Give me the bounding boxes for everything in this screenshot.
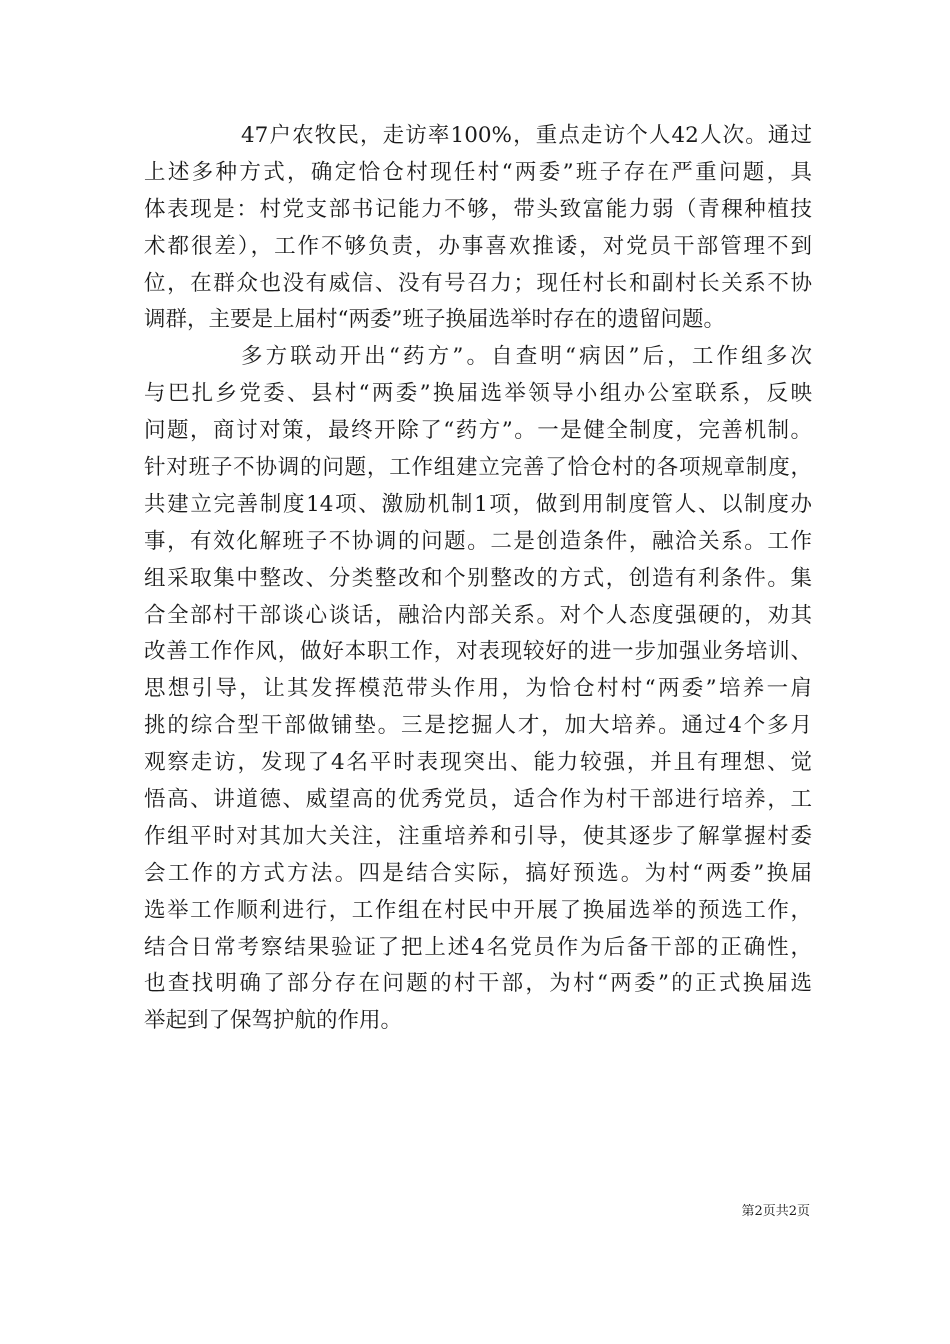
text-line: 作组平时对其加大关注，注重培养和引导，使其逐步了解掌握村委 [144, 823, 812, 849]
text-line: 组采取集中整改、分类整改和个别整改的方式，创造有利条件。集 [144, 565, 812, 591]
text-line: 问题，商讨对策，最终开除了“药方”。一是健全制度，完善机制。 [144, 418, 812, 444]
text-line: 上述多种方式，确定恰仓村现任村“两委”班子存在严重问题，具 [144, 159, 812, 185]
text-line: 47户农牧民，走访率100%，重点走访个人42人次。通过 [241, 123, 812, 148]
text-line: 术都很差），工作不够负责，办事喜欢推诿，对党员干部管理不到 [144, 233, 812, 259]
text-line: 举起到了保驾护航的作用。 [144, 1008, 403, 1034]
text-line: 思想引导，让其发挥模范带头作用，为恰仓村村“两委”培养一肩 [144, 676, 812, 702]
text-line: 事，有效化解班子不协调的问题。二是创造条件，融洽关系。工作 [144, 528, 812, 554]
text-line: 与巴扎乡党委、县村“两委”换届选举领导小组办公室联系，反映 [144, 381, 812, 407]
document-body [144, 118, 812, 1040]
text-line: 会工作的方式方法。四是结合实际，搞好预选。为村“两委”换届 [144, 860, 812, 886]
text-line: 观察走访，发现了4名平时表现突出、能力较强，并且有理想、觉 [144, 750, 812, 776]
text-line: 多方联动开出“药方”。自查明“病因”后，工作组多次 [241, 344, 812, 370]
text-line: 位，在群众也没有威信、没有号召力；现任村长和副村长关系不协 [144, 270, 812, 296]
text-line: 共建立完善制度14项、激励机制1项，做到用制度管人、以制度办 [144, 491, 812, 517]
text-line: 选举工作顺利进行，工作组在村民中开展了换届选举的预选工作， [144, 897, 812, 923]
text-line: 也查找明确了部分存在问题的村干部，为村“两委”的正式换届选 [144, 971, 812, 997]
text-line: 合全部村干部谈心谈话，融洽内部关系。对个人态度强硬的，劝其 [144, 602, 812, 628]
text-line: 针对班子不协调的问题，工作组建立完善了恰仓村的各项规章制度， [144, 455, 812, 481]
text-line: 调群，主要是上届村“两委”班子换届选举时存在的遗留问题。 [144, 307, 725, 333]
text-line: 体表现是：村党支部书记能力不够，带头致富能力弱（青稞种植技 [144, 196, 812, 222]
page-number: 第2页共2页 [741, 1204, 810, 1219]
text-line: 结合日常考察结果验证了把上述4名党员作为后备干部的正确性， [144, 934, 812, 960]
text-line: 挑的综合型干部做铺垫。三是挖掘人才，加大培养。通过4个多月 [144, 713, 812, 739]
text-line: 悟高、讲道德、威望高的优秀党员，适合作为村干部进行培养，工 [144, 787, 812, 813]
text-line: 改善工作作风，做好本职工作，对表现较好的进一步加强业务培训、 [144, 639, 812, 665]
